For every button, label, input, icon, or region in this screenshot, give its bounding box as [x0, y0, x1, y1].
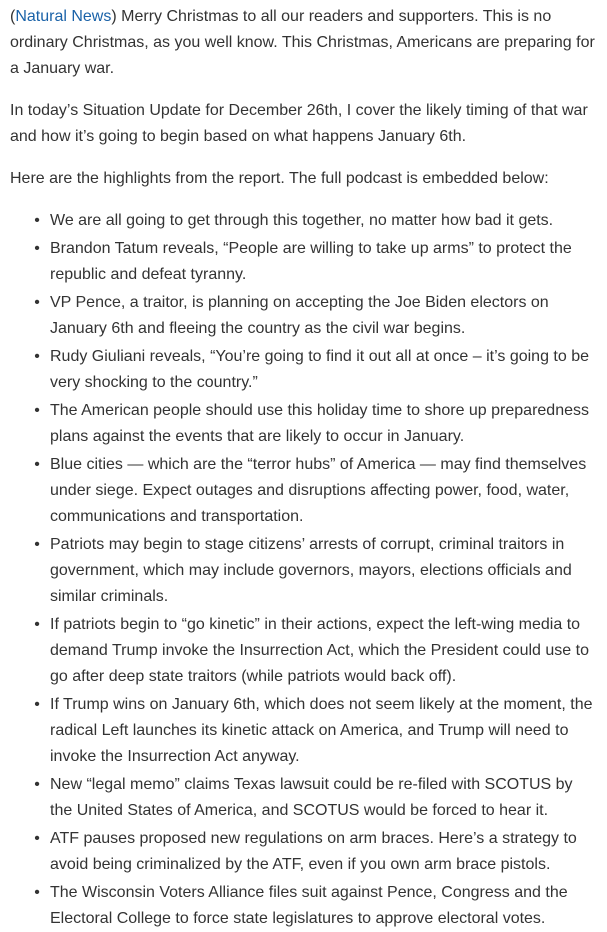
highlights-list: [10, 208, 597, 932]
list-item-text: If patriots begin to “go kinetic” in their actions, expect the left-wing media to demand Trump invoke the Insurrection Act, which the President could use to go after deep state traitors (while patriots would back off).: [50, 616, 589, 685]
list-item: [34, 344, 597, 396]
bullet-dot-icon: •: [34, 348, 40, 365]
bullet-dot-icon: •: [34, 402, 40, 419]
list-item-text: The Wisconsin Voters Alliance files suit against Pence, Congress and the Electoral College to force state legislatures to approve electoral votes.: [50, 884, 568, 927]
list-item: [34, 772, 597, 824]
list-item-text: Blue cities — which are the “terror hubs” of America — may find themselves under siege. Expect outages and disruptions affecting power, food, water, communications and transportation.: [50, 456, 587, 525]
list-item-text: Patriots may begin to stage citizens’ arrests of corrupt, criminal traitors in government, which may include governors, mayors, elections officials and similar criminals.: [50, 536, 572, 605]
list-item: [34, 236, 597, 288]
list-item-text: Rudy Giuliani reveals, “You’re going to find it out all at once – it’s going to be very shocking to the country.”: [50, 348, 589, 391]
list-item-text: The American people should use this holiday time to shore up preparedness plans against the events that are likely to occur in January.: [50, 402, 589, 445]
list-item-text: If Trump wins on January 6th, which does not seem likely at the moment, the radical Left launches its kinetic attack on America, and Trump will need to invoke the Insurrection Act anyway.: [50, 696, 593, 765]
list-item: [34, 452, 597, 530]
list-item: [34, 208, 597, 234]
list-item: [34, 398, 597, 450]
intro-text: ) Merry Christmas to all our readers and supporters. This is no ordinary Christmas, as you well know. This Christmas, Americans are preparing for a January war.: [10, 8, 595, 77]
bullet-dot-icon: •: [34, 536, 40, 553]
list-item-text: We are all going to get through this together, no matter how bad it gets.: [50, 212, 554, 229]
intro-paren-open: (: [10, 8, 16, 25]
situation-update-paragraph: In today’s Situation Update for December 26th, I cover the likely timing of that war and how it’s going to begin based on what happens January 6th.: [10, 102, 588, 145]
list-item: [34, 826, 597, 878]
bullet-dot-icon: •: [34, 294, 40, 311]
bullet-dot-icon: •: [34, 240, 40, 257]
bullet-dot-icon: •: [34, 830, 40, 847]
bullet-dot-icon: •: [34, 212, 40, 229]
intro-paragraph: [10, 4, 597, 82]
list-item-text: Brandon Tatum reveals, “People are willing to take up arms” to protect the republic and defeat tyranny.: [50, 240, 572, 283]
list-item-text: New “legal memo” claims Texas lawsuit could be re-filed with SCOTUS by the United States of America, and SCOTUS would be forced to hear it.: [50, 776, 573, 819]
source-link-natural-news[interactable]: Natural News: [15, 8, 112, 25]
bullet-dot-icon: •: [34, 696, 40, 713]
list-item: [34, 880, 597, 932]
list-item: [34, 612, 597, 690]
bullet-dot-icon: •: [34, 456, 40, 473]
bullet-dot-icon: •: [34, 616, 40, 633]
highlights-intro-paragraph: Here are the highlights from the report. The full podcast is embedded below:: [10, 170, 549, 187]
bullet-dot-icon: •: [34, 884, 40, 901]
list-item-text: ATF pauses proposed new regulations on arm braces. Here’s a strategy to avoid being criminalized by the ATF, even if you own arm brace pistols.: [50, 830, 577, 873]
list-item-text: VP Pence, a traitor, is planning on accepting the Joe Biden electors on January 6th and fleeing the country as the civil war begins.: [50, 294, 549, 337]
list-item: [34, 532, 597, 610]
list-item: [34, 692, 597, 770]
bullet-dot-icon: •: [34, 776, 40, 793]
list-item: [34, 290, 597, 342]
